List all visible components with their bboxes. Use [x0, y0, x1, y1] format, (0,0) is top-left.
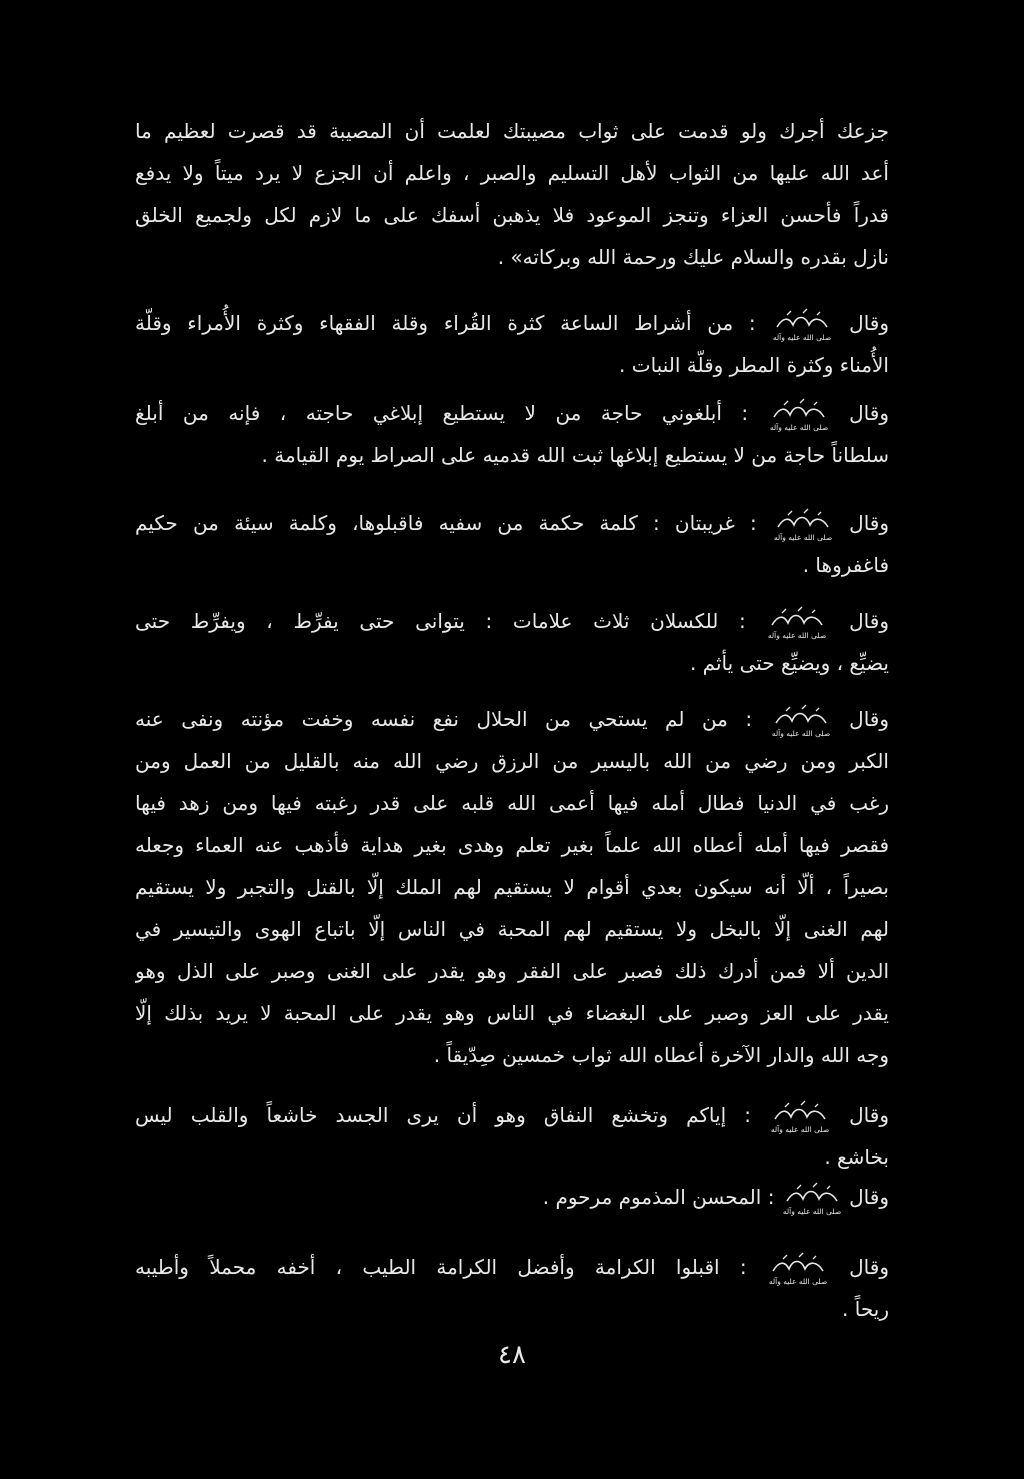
text-line: ريحاً .	[842, 1297, 889, 1321]
text-line: يقدر على العز وصبر على البغضاء في الناس وهو يقدر على المحبة لا يريد بذلك إلّا	[135, 1001, 889, 1025]
svg-text:صلى الله عليه وآله: صلى الله عليه وآله	[782, 1206, 841, 1216]
text-line: وقال صلى الله عليه وآله : المحسن المذموم مرحوم .	[135, 1176, 889, 1218]
text-line: سلطاناً حاجة من لا يستطيع إبلاغها ثبت الله قدميه على الصراط يوم القيامة .	[261, 443, 889, 467]
text-line: وقال صلى الله عليه وآله : غريبتان : كلمة حكمة من سفيه فاقبلوها، وكلمة سيئة من حكيم	[135, 502, 889, 544]
page-number: ٤٨	[498, 1340, 526, 1370]
paragraph-blamed-doer-of-good	[135, 1176, 889, 1218]
salawat-honorific-icon	[768, 605, 826, 641]
text-line: رغب في الدنيا فطال أمله فيها أعمى الله قلبه على قدر رغبته فيها ومن زهد فيها	[135, 791, 889, 815]
text-line: الأُمناء وكثرة المطر وقلّة النبات .	[619, 353, 889, 377]
paragraph-convey-needs	[135, 392, 889, 476]
svg-text:صلى الله عليه وآله: صلى الله عليه وآله	[773, 532, 832, 542]
paragraph-lazy-person	[135, 600, 889, 684]
text-line: الكبر ومن رضي من الله باليسير من الرزق رضي الله منه بالقليل من العمل ومن	[135, 749, 889, 773]
paragraph-modesty-and-dunya	[135, 698, 889, 1076]
text-line: لهم الغنى إلّا بالبخل ولا يستقيم لهم المحبة في الناس إلّا باتباع الهوى والتيسير في	[135, 917, 889, 941]
text-line: وقال صلى الله عليه وآله : من أشراط الساعة كثرة القُراء وقلة الفقهاء وكثرة الأُمراء وقلّة	[135, 302, 889, 344]
salawat-honorific-icon	[783, 1181, 841, 1217]
paragraph-signs-of-hour	[135, 302, 889, 386]
text-line: فاغفروها .	[802, 553, 889, 577]
text-line: جزعك أجرك ولو قدمت على ثواب مصيبتك لعلمت أن المصيبة قد قصرت لعظيم ما	[135, 119, 889, 143]
salawat-honorific-icon	[769, 1251, 827, 1287]
paragraph-two-strange-things	[135, 502, 889, 586]
salawat-honorific-icon	[772, 703, 830, 739]
svg-text:صلى الله عليه وآله: صلى الله عليه وآله	[768, 1276, 827, 1286]
salawat-honorific-icon	[771, 1099, 829, 1135]
text-line: وقال صلى الله عليه وآله : للكسلان ثلاث علامات : يتوانى حتى يفرِّط ، ويفرِّط حتى	[135, 600, 889, 642]
paragraph-hypocritical-humility	[135, 1094, 889, 1178]
salawat-honorific-icon	[774, 507, 832, 543]
paragraph-accept-honor	[135, 1246, 889, 1330]
salawat-honorific-icon	[773, 307, 831, 343]
text-line: أعد الله عليها من الثواب لأهل التسليم والصبر ، واعلم أن الجزع لا يرد ميتاً ولا يدفع	[135, 161, 889, 185]
text-line: بخاشع .	[824, 1145, 889, 1169]
svg-text:صلى الله عليه وآله: صلى الله عليه وآله	[769, 422, 828, 432]
text-line: وقال صلى الله عليه وآله : إياكم وتخشع النفاق وهو أن يرى الجسد خاشعاً والقلب ليس	[135, 1094, 889, 1136]
svg-text:صلى الله عليه وآله: صلى الله عليه وآله	[768, 630, 827, 640]
svg-text:صلى الله عليه وآله: صلى الله عليه وآله	[773, 332, 832, 342]
svg-text:صلى الله عليه وآله: صلى الله عليه وآله	[771, 1124, 830, 1134]
text-line: فقصر فيها أمله أعطاه الله علماً بغير تعلم وهدى بغير هداية فأذهب عنه العماء وجعله	[135, 833, 889, 857]
text-line: وجه الله والدار الآخرة أعطاه الله ثواب خمسين صِدّيقاً .	[433, 1043, 889, 1067]
text-line: الدين ألا فمن أدرك ذلك فصبر على الفقر وهو يقدر على الغنى وصبر على الذل وهو	[135, 959, 889, 983]
text-line: يضيِّع ، ويضيِّع حتى يأثم .	[689, 651, 889, 675]
svg-text:صلى الله عليه وآله: صلى الله عليه وآله	[771, 728, 830, 738]
text-line: قدراً فأحسن العزاء وتنجز الموعود فلا يذهبن أسفك على ما لازم لكل ولجميع الخلق	[135, 203, 889, 227]
text-line: وقال صلى الله عليه وآله : من لم يستحي من الحلال نفع نفسه وخفت مؤنته ونفى عنه	[135, 698, 889, 740]
paragraph-condolence-letter	[135, 110, 889, 278]
text-line: وقال صلى الله عليه وآله : أبلغوني حاجة من لا يستطيع إبلاغي حاجته ، فإنه من أبلغ	[135, 392, 889, 434]
salawat-honorific-icon	[770, 397, 828, 433]
text-line: بصيراً ، ألّا أنه سيكون بعدي أقوام لا يستقيم لهم الملك إلّا بالقتل والتجبر ولا يستقيم	[135, 875, 889, 899]
text-line: وقال صلى الله عليه وآله : اقبلوا الكرامة وأفضل الكرامة الطيب ، أخفه محملاً وأطيبه	[135, 1246, 889, 1288]
text-line: نازل بقدره والسلام عليك ورحمة الله وبركاته» .	[497, 245, 889, 269]
